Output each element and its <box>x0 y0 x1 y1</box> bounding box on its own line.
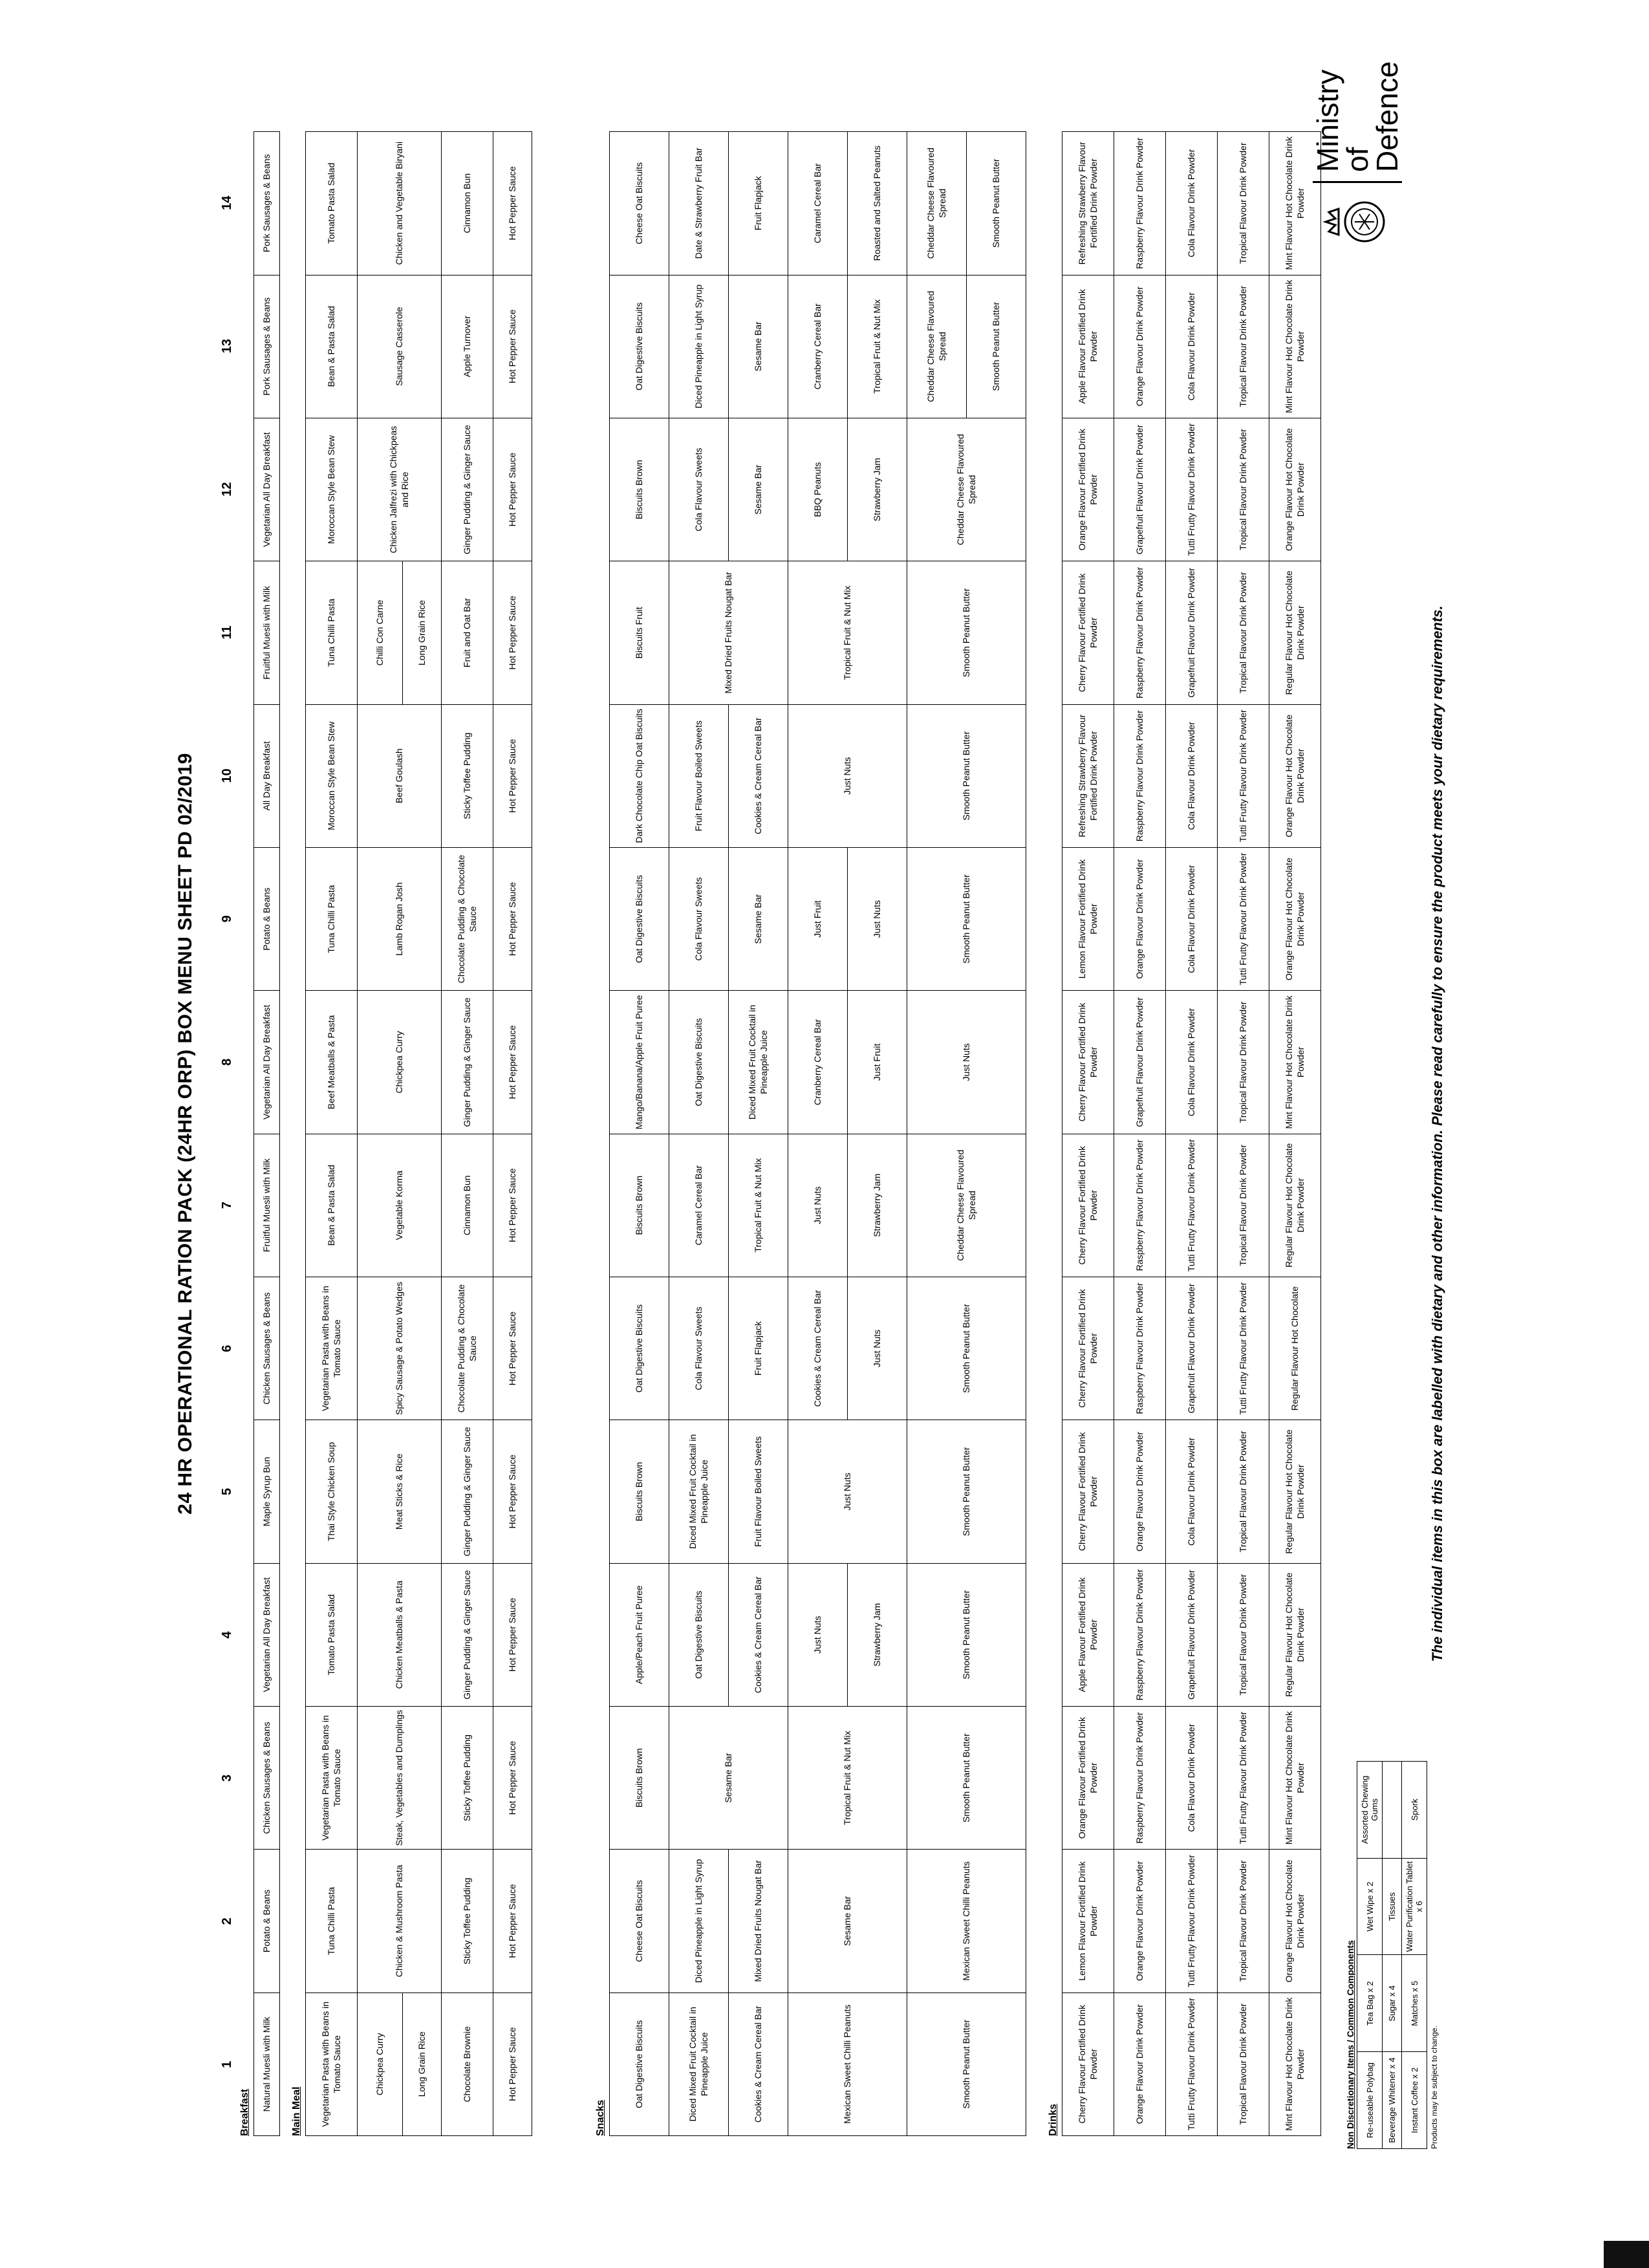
drink-cell: Orange Flavour Fortified Drink Powder <box>1062 1706 1114 1849</box>
scan-edge-mark <box>1604 2241 1649 2268</box>
snack-cell: Just Nuts <box>788 704 907 847</box>
main-meal-cell: Hot Pepper Sauce <box>493 991 532 1134</box>
mod-logo <box>1306 61 1500 261</box>
non-discretionary-cell: Re-useable Polybag <box>1357 2052 1383 2149</box>
snack-cell: Tropical Fruit & Nut Mix <box>788 1706 907 1849</box>
main-meal-cell: Long Grain Rice <box>403 561 442 704</box>
drink-cell: Regular Flavour Hot Chocolate Drink Powder <box>1269 561 1321 704</box>
drink-cell: Cola Flavour Drink Powder <box>1166 1420 1218 1563</box>
drink-cell: Grapefruit Flavour Drink Powder <box>1114 418 1166 561</box>
drink-cell: Grapefruit Flavour Drink Powder <box>1114 991 1166 1134</box>
drink-cell: Regular Flavour Hot Chocolate <box>1269 1277 1321 1420</box>
main-meal-cell: Chocolate Pudding & Chocolate Sauce <box>442 1277 493 1420</box>
main-meal-cell: Ginger Pudding & Ginger Sauce <box>442 418 493 561</box>
drink-cell: Grapefruit Flavour Drink Powder <box>1166 1277 1218 1420</box>
breakfast-cell: Vegetarian All Day Breakfast <box>254 991 280 1134</box>
non-discretionary-cell: Spork <box>1402 1762 1427 1859</box>
drink-cell: Tropical Flavour Drink Powder <box>1218 561 1269 704</box>
non-discretionary-block <box>1345 1761 1439 2149</box>
day-number: 5 <box>220 1488 234 1496</box>
drink-cell: Tropical Flavour Drink Powder <box>1218 991 1269 1134</box>
main-meal-cell: Hot Pepper Sauce <box>493 1850 532 1993</box>
snack-cell: Just Nuts <box>848 847 907 990</box>
snack-cell: Diced Pineapple in Light Syrup <box>669 1850 729 1993</box>
non-discretionary-row <box>1357 1762 1383 2149</box>
snack-cell: Diced Mixed Fruit Cocktail in Pineapple Juice <box>669 1993 729 2135</box>
snack-cell: Just Nuts <box>907 991 1026 1134</box>
snack-cell: Mexican Sweet Chilli Peanuts <box>788 1993 907 2135</box>
drink-cell: Tutti Frutty Flavour Drink Powder <box>1166 1850 1218 1993</box>
main-meal-cell: Ginger Pudding & Ginger Sauce <box>442 1563 493 1706</box>
main-meal-cell: Steak, Vegetables and Dumplings <box>358 1706 442 1849</box>
snack-cell: Strawberry Jam <box>848 1134 907 1277</box>
snack-cell: Dark Chocolate Chip Oat Biscuits <box>610 704 669 847</box>
drink-cell: Tropical Flavour Drink Powder <box>1218 1134 1269 1277</box>
snack-cell: Cheese Oat Biscuits <box>610 132 669 275</box>
snack-cell: Smooth Peanut Butter <box>907 1277 1026 1420</box>
snack-cell: Roasted and Salted Peanuts <box>848 132 907 275</box>
main-meal-cell: Thai Style Chicken Soup <box>306 1420 358 1563</box>
snack-cell: Smooth Peanut Butter <box>907 1420 1026 1563</box>
snack-cell: Cheddar Cheese Flavoured Spread <box>907 132 967 275</box>
drink-cell: Refreshing Strawberry Flavour Fortified Drink Powder <box>1062 132 1114 275</box>
drink-cell: Tutti Frutty Flavour Drink Powder <box>1218 847 1269 990</box>
drink-cell: Orange Flavour Hot Chocolate Drink Powder <box>1269 847 1321 990</box>
drink-cell: Cherry Flavour Fortified Drink Powder <box>1062 1134 1114 1277</box>
main-meal-cell: Vegetarian Pasta with Beans in Tomato Sauce <box>306 1993 358 2135</box>
day-number: 4 <box>220 1631 234 1639</box>
drink-cell: Cola Flavour Drink Powder <box>1166 132 1218 275</box>
drink-cell: Cherry Flavour Fortified Drink Powder <box>1062 1993 1114 2135</box>
drink-cell: Orange Flavour Hot Chocolate Drink Powder <box>1269 704 1321 847</box>
snack-cell: Cookies & Cream Cereal Bar <box>729 1993 788 2135</box>
snack-cell: Oat Digestive Biscuits <box>610 847 669 990</box>
main-meal-cell: Chicken and Vegetable Biryani <box>358 132 442 275</box>
day-number: 1 <box>220 2060 234 2068</box>
drink-cell: Cherry Flavour Fortified Drink Powder <box>1062 1420 1114 1563</box>
drink-cell: Raspberry Flavour Drink Powder <box>1114 1134 1166 1277</box>
main-meal-cell: Ginger Pudding & Ginger Sauce <box>442 1420 493 1563</box>
drink-cell: Cherry Flavour Fortified Drink Powder <box>1062 1277 1114 1420</box>
drink-cell: Tutti Frutty Flavour Drink Powder <box>1166 1993 1218 2135</box>
snack-cell: Cola Flavour Sweets <box>669 418 729 561</box>
snack-cell: Fruit Flavour Boiled Sweets <box>669 704 729 847</box>
main-meal-cell: Lamb Rogan Josh <box>358 847 442 990</box>
breakfast-cell: Potato & Beans <box>254 847 280 990</box>
main-meal-cell: Hot Pepper Sauce <box>493 132 532 275</box>
snack-cell: Smooth Peanut Butter <box>907 1993 1026 2135</box>
non-discretionary-table <box>1357 1761 1427 2149</box>
royal-crest-icon <box>1319 189 1390 254</box>
main-meal-cell: Tomato Pasta Salad <box>306 132 358 275</box>
main-meal-cell: Hot Pepper Sauce <box>493 1420 532 1563</box>
main-meal-cell: Hot Pepper Sauce <box>493 561 532 704</box>
main-meal-cell: Ginger Pudding & Ginger Sauce <box>442 991 493 1134</box>
snack-cell: Oat Digestive Biscuits <box>610 1993 669 2135</box>
drink-cell: Raspberry Flavour Drink Powder <box>1114 561 1166 704</box>
main-meal-cell: Hot Pepper Sauce <box>493 1706 532 1849</box>
drink-cell: Tropical Flavour Drink Powder <box>1218 132 1269 275</box>
snack-cell: Oat Digestive Biscuits <box>610 275 669 418</box>
main-meal-cell: Long Grain Rice <box>403 1993 442 2135</box>
snack-cell: Cookies & Cream Cereal Bar <box>729 704 788 847</box>
non-discretionary-heading: Non Discretionary Items / Common Components <box>1345 1940 1355 2149</box>
day-number: 9 <box>220 915 234 923</box>
snack-cell: Smooth Peanut Butter <box>907 1563 1026 1706</box>
main-meal-cell: Beef Meatballs & Pasta <box>306 991 358 1134</box>
drink-cell: Tropical Flavour Drink Powder <box>1218 1563 1269 1706</box>
snack-cell: Cola Flavour Sweets <box>669 847 729 990</box>
snack-cell: Diced Pineapple in Light Syrup <box>669 275 729 418</box>
main-meal-cell: Cinnamon Bun <box>442 1134 493 1277</box>
snack-cell: Cheddar Cheese Flavoured Spread <box>907 418 1026 561</box>
non-discretionary-cell: Beverage Whitener x 4 <box>1383 2052 1402 2149</box>
main-row-main <box>358 132 403 2136</box>
main-meal-cell: Hot Pepper Sauce <box>493 1277 532 1420</box>
drink-cell: Cola Flavour Drink Powder <box>1166 1706 1218 1849</box>
main-meal-cell: Chicken & Mushroom Pasta <box>358 1850 442 1993</box>
snack-cell: Caramel Cereal Bar <box>788 132 848 275</box>
page-title: 24 HR OPERATIONAL RATION PACK (24HR ORP) BOX MENU SHEET PD 02/2019 <box>175 753 196 1515</box>
change-note: Products may be subject to change. <box>1430 2025 1439 2149</box>
snacks-table <box>609 131 1026 2136</box>
non-discretionary-cell <box>1383 1762 1402 1859</box>
drinks-label: Drinks <box>1048 2104 1059 2136</box>
snack-cell: Biscuits Brown <box>610 1134 669 1277</box>
drink-cell: Lemon Flavour Fortified Drink Powder <box>1062 1850 1114 1993</box>
drink-cell: Tutti Frutty Flavour Drink Powder <box>1218 1706 1269 1849</box>
main-meal-cell: Chickpea Curry <box>358 1993 403 2135</box>
snack-cell: Mango/Banana/Apple Fruit Puree <box>610 991 669 1134</box>
main-meal-cell: Bean & Pasta Salad <box>306 1134 358 1277</box>
snack-cell: Mixed Dried Fruits Nougat Bar <box>669 561 788 704</box>
main-row-dessert <box>442 132 493 2136</box>
logo-text <box>1313 61 1402 183</box>
breakfast-cell: Vegetarian All Day Breakfast <box>254 1563 280 1706</box>
day-number: 2 <box>220 1917 234 1925</box>
snack-cell: Sesame Bar <box>788 1850 907 1993</box>
drink-cell: Cola Flavour Drink Powder <box>1166 847 1218 990</box>
snack-cell: Fruit Flapjack <box>729 1277 788 1420</box>
main-meal-cell: Tuna Chilli Pasta <box>306 847 358 990</box>
drink-cell: Tutti Frutty Flavour Drink Powder <box>1218 1277 1269 1420</box>
drink-cell: Orange Flavour Drink Powder <box>1114 1850 1166 1993</box>
drink-cell: Cola Flavour Drink Powder <box>1166 704 1218 847</box>
snack-cell: Smooth Peanut Butter <box>907 1706 1026 1849</box>
snack-cell: BBQ Peanuts <box>788 418 848 561</box>
snack-cell: Smooth Peanut Butter <box>967 275 1026 418</box>
snack-cell: Apple/Peach Fruit Puree <box>610 1563 669 1706</box>
drink-cell: Raspberry Flavour Drink Powder <box>1114 1563 1166 1706</box>
main-meal-label: Main Meal <box>291 2086 302 2136</box>
drink-cell: Orange Flavour Drink Powder <box>1114 847 1166 990</box>
breakfast-cell: Chicken Sausages & Beans <box>254 1706 280 1849</box>
snack-cell: Oat Digestive Biscuits <box>610 1277 669 1420</box>
main-meal-cell: Tuna Chilli Pasta <box>306 561 358 704</box>
snack-cell: Biscuits Brown <box>610 1706 669 1849</box>
main-meal-cell: Sausage Casserole <box>358 275 442 418</box>
snack-cell: Smooth Peanut Butter <box>907 704 1026 847</box>
snack-cell: Diced Mixed Fruit Cocktail in Pineapple Juice <box>669 1420 729 1563</box>
breakfast-row <box>254 132 280 2136</box>
day-number: 11 <box>220 625 234 640</box>
snack-cell: Biscuits Brown <box>610 418 669 561</box>
drink-row <box>1114 132 1166 2136</box>
snack-cell: Smooth Peanut Butter <box>967 132 1026 275</box>
breakfast-cell: Natural Muesli with Milk <box>254 1993 280 2135</box>
breakfast-cell: Fruitful Muesli with Milk <box>254 561 280 704</box>
day-number: 12 <box>220 482 234 497</box>
non-discretionary-cell: Wet Wipe x 2 <box>1357 1858 1383 1955</box>
breakfast-cell: All Day Breakfast <box>254 704 280 847</box>
drink-cell: Mint Flavour Hot Chocolate Drink Powder <box>1269 991 1321 1134</box>
snack-row <box>669 132 729 2136</box>
drink-cell: Mint Flavour Hot Chocolate Drink Powder <box>1269 275 1321 418</box>
drink-cell: Orange Flavour Drink Powder <box>1114 1420 1166 1563</box>
main-meal-cell: Spicy Sausage & Potato Wedges <box>358 1277 442 1420</box>
main-meal-cell: Hot Pepper Sauce <box>493 1563 532 1706</box>
snack-cell: Oat Digestive Biscuits <box>669 1563 729 1706</box>
snack-cell: Cheese Oat Biscuits <box>610 1850 669 1993</box>
breakfast-cell: Vegetarian All Day Breakfast <box>254 418 280 561</box>
logo-line-2: of Defence <box>1341 61 1404 172</box>
day-number: 13 <box>220 339 234 354</box>
snack-cell: Tropical Fruit & Nut Mix <box>788 561 907 704</box>
drink-cell: Mint Flavour Hot Chocolate Drink Powder <box>1269 1993 1321 2135</box>
drink-cell: Raspberry Flavour Drink Powder <box>1114 1277 1166 1420</box>
drink-cell: Refreshing Strawberry Flavour Fortified Drink Powder <box>1062 704 1114 847</box>
snack-cell: Cookies & Cream Cereal Bar <box>729 1563 788 1706</box>
logo-line-1: Ministry <box>1311 69 1344 172</box>
main-meal-cell: Sticky Toffee Pudding <box>442 1850 493 1993</box>
main-meal-cell: Sticky Toffee Pudding <box>442 1706 493 1849</box>
snack-cell: Cranberry Cereal Bar <box>788 991 848 1134</box>
menu-sheet <box>97 34 1552 2233</box>
drink-cell: Regular Flavour Hot Chocolate Drink Powder <box>1269 1563 1321 1706</box>
non-discretionary-row <box>1402 1762 1427 2149</box>
snack-cell: Sesame Bar <box>729 275 788 418</box>
snack-cell: Tropical Fruit & Nut Mix <box>729 1134 788 1277</box>
drink-cell: Tropical Flavour Drink Powder <box>1218 418 1269 561</box>
snack-cell: Fruit Flavour Boiled Sweets <box>729 1420 788 1563</box>
snack-cell: Fruit Flapjack <box>729 132 788 275</box>
main-meal-cell: Beef Goulash <box>358 704 442 847</box>
main-meal-cell: Chocolate Pudding & Chocolate Sauce <box>442 847 493 990</box>
day-number: 8 <box>220 1058 234 1066</box>
drink-cell: Mint Flavour Hot Chocolate Drink Powder <box>1269 132 1321 275</box>
breakfast-cell: Pork Sausages & Beans <box>254 132 280 275</box>
day-number: 10 <box>220 768 234 783</box>
drinks-table <box>1062 131 1321 2136</box>
drink-cell: Tutti Frutty Flavour Drink Powder <box>1166 1134 1218 1277</box>
snack-cell: Smooth Peanut Butter <box>907 847 1026 990</box>
drink-cell: Raspberry Flavour Drink Powder <box>1114 704 1166 847</box>
main-meal-cell: Chilli Con Carne <box>358 561 403 704</box>
main-meal-cell: Vegetarian Pasta with Beans in Tomato Sauce <box>306 1706 358 1849</box>
drink-cell: Cola Flavour Drink Powder <box>1166 275 1218 418</box>
main-row-starter <box>306 132 358 2136</box>
snack-cell: Just Nuts <box>788 1420 907 1563</box>
snack-cell: Cookies & Cream Cereal Bar <box>788 1277 848 1420</box>
main-meal-cell: Bean & Pasta Salad <box>306 275 358 418</box>
drink-row <box>1062 132 1114 2136</box>
snack-cell: Diced Mixed Fruit Cocktail in Pineapple Juice <box>729 991 788 1134</box>
drink-cell: Lemon Flavour Fortified Drink Powder <box>1062 847 1114 990</box>
snack-cell: Tropical Fruit & Nut Mix <box>848 275 907 418</box>
drink-cell: Regular Flavour Hot Chocolate Drink Powder <box>1269 1134 1321 1277</box>
drink-cell: Orange Flavour Drink Powder <box>1114 275 1166 418</box>
main-meal-cell: Chocolate Brownie <box>442 1993 493 2135</box>
main-meal-table <box>305 131 532 2136</box>
day-number: 6 <box>220 1345 234 1352</box>
snack-row <box>610 132 669 2136</box>
drink-cell: Orange Flavour Hot Chocolate Drink Powder <box>1269 1850 1321 1993</box>
drink-cell: Mint Flavour Hot Chocolate Drink Powder <box>1269 1706 1321 1849</box>
non-discretionary-cell: Sugar x 4 <box>1383 1955 1402 2052</box>
main-meal-cell: Hot Pepper Sauce <box>493 275 532 418</box>
non-discretionary-cell: Assorted Chewing Gums <box>1357 1762 1383 1859</box>
main-meal-cell: Hot Pepper Sauce <box>493 847 532 990</box>
non-discretionary-cell: Instant Coffee x 2 <box>1402 2052 1427 2149</box>
snack-cell: Sesame Bar <box>669 1706 788 1849</box>
snack-cell: Cheddar Cheese Flavoured Spread <box>907 275 967 418</box>
drink-cell: Tropical Flavour Drink Powder <box>1218 275 1269 418</box>
drink-cell: Cherry Flavour Fortified Drink Powder <box>1062 991 1114 1134</box>
breakfast-cell: Chicken Sausages & Beans <box>254 1277 280 1420</box>
main-meal-cell: Moroccan Style Bean Stew <box>306 418 358 561</box>
snack-cell: Sesame Bar <box>729 847 788 990</box>
breakfast-label: Breakfast <box>239 2089 250 2136</box>
non-discretionary-cell: Water Purification Tablet x 6 <box>1402 1858 1427 1955</box>
drink-cell: Cherry Flavour Fortified Drink Powder <box>1062 561 1114 704</box>
drink-cell: Grapefruit Flavour Drink Powder <box>1166 561 1218 704</box>
main-meal-cell: Vegetable Korma <box>358 1134 442 1277</box>
snack-cell: Smooth Peanut Butter <box>907 561 1026 704</box>
snack-cell: Just Nuts <box>848 1277 907 1420</box>
snack-cell: Mixed Dried Fruits Nougat Bar <box>729 1850 788 1993</box>
snack-cell: Sesame Bar <box>729 418 788 561</box>
drink-cell: Orange Flavour Fortified Drink Powder <box>1062 418 1114 561</box>
main-meal-cell: Moroccan Style Bean Stew <box>306 704 358 847</box>
main-meal-cell: Chickpea Curry <box>358 991 442 1134</box>
drink-cell: Grapefruit Flavour Drink Powder <box>1166 1563 1218 1706</box>
dietary-disclaimer: The individual items in this box are labelled with dietary and other information. Please read carefully to ensure the product meets your dietary requirements. <box>1429 605 1445 1662</box>
drink-cell: Apple Flavour Fortified Drink Powder <box>1062 275 1114 418</box>
drink-cell: Orange Flavour Drink Powder <box>1114 1993 1166 2135</box>
drink-cell: Tropical Flavour Drink Powder <box>1218 1850 1269 1993</box>
non-discretionary-cell: Matches x 5 <box>1402 1955 1427 2052</box>
drink-cell: Orange Flavour Hot Chocolate Drink Powder <box>1269 418 1321 561</box>
snack-cell: Just Nuts <box>788 1563 848 1706</box>
day-number: 3 <box>220 1774 234 1782</box>
drink-row <box>1218 132 1269 2136</box>
main-meal-cell: Chicken Jalfrezi with Chickpeas and Rice <box>358 418 442 561</box>
day-number: 14 <box>220 195 234 210</box>
breakfast-cell: Fruitful Muesli with Milk <box>254 1134 280 1277</box>
drink-cell: Apple Flavour Fortified Drink Powder <box>1062 1563 1114 1706</box>
drink-cell: Tropical Flavour Drink Powder <box>1218 1993 1269 2135</box>
drink-cell: Raspberry Flavour Drink Powder <box>1114 1706 1166 1849</box>
snack-cell: Caramel Cereal Bar <box>669 1134 729 1277</box>
snack-cell: Biscuits Fruit <box>610 561 669 704</box>
main-meal-cell: Hot Pepper Sauce <box>493 418 532 561</box>
drink-cell: Tutti Frutty Flavour Drink Powder <box>1218 704 1269 847</box>
main-meal-cell: Tuna Chilli Pasta <box>306 1850 358 1993</box>
breakfast-cell: Maple Syrup Bun <box>254 1420 280 1563</box>
drink-cell: Raspberry Flavour Drink Powder <box>1114 132 1166 275</box>
snacks-label: Snacks <box>595 2099 606 2136</box>
drink-cell: Regular Flavour Hot Chocolate Drink Powder <box>1269 1420 1321 1563</box>
main-meal-cell: Hot Pepper Sauce <box>493 1134 532 1277</box>
day-number-row <box>220 131 239 2136</box>
snack-row <box>907 132 967 2136</box>
main-meal-cell: Chicken Meatballs & Pasta <box>358 1563 442 1706</box>
main-meal-cell: Hot Pepper Sauce <box>493 704 532 847</box>
snack-cell: Strawberry Jam <box>848 418 907 561</box>
main-meal-cell: Fruit and Oat Bar <box>442 561 493 704</box>
drink-cell: Tutti Frutty Flavour Drink Powder <box>1166 418 1218 561</box>
snack-row <box>788 132 848 2136</box>
non-discretionary-cell: Tea Bag x 2 <box>1357 1955 1383 2052</box>
breakfast-cell: Potato & Beans <box>254 1850 280 1993</box>
snack-cell: Strawberry Jam <box>848 1563 907 1706</box>
main-meal-cell: Meat Sticks & Rice <box>358 1420 442 1563</box>
main-meal-cell: Hot Pepper Sauce <box>493 1993 532 2135</box>
snack-cell: Cola Flavour Sweets <box>669 1277 729 1420</box>
main-row-sauce <box>493 132 532 2136</box>
snack-cell: Biscuits Brown <box>610 1420 669 1563</box>
snack-cell: Date & Strawberry Fruit Bar <box>669 132 729 275</box>
snack-cell: Oat Digestive Biscuits <box>669 991 729 1134</box>
snack-cell: Just Fruit <box>848 991 907 1134</box>
main-meal-cell: Cinnamon Bun <box>442 132 493 275</box>
snack-cell: Cheddar Cheese Flavoured Spread <box>907 1134 1026 1277</box>
snack-cell: Just Fruit <box>788 847 848 990</box>
main-meal-cell: Sticky Toffee Pudding <box>442 704 493 847</box>
drink-cell: Tropical Flavour Drink Powder <box>1218 1420 1269 1563</box>
drink-row <box>1166 132 1218 2136</box>
main-meal-cell: Apple Turnover <box>442 275 493 418</box>
snack-cell: Mexican Sweet Chilli Peanuts <box>907 1850 1026 1993</box>
breakfast-table <box>253 131 280 2136</box>
snack-cell: Just Nuts <box>788 1134 848 1277</box>
drink-row <box>1269 132 1321 2136</box>
snack-cell: Cranberry Cereal Bar <box>788 275 848 418</box>
non-discretionary-row <box>1383 1762 1402 2149</box>
main-meal-cell: Vegetarian Pasta with Beans in Tomato Sauce <box>306 1277 358 1420</box>
main-meal-cell: Tomato Pasta Salad <box>306 1563 358 1706</box>
day-number: 7 <box>220 1202 234 1209</box>
drink-cell: Cola Flavour Drink Powder <box>1166 991 1218 1134</box>
non-discretionary-cell: Tissues <box>1383 1858 1402 1955</box>
breakfast-cell: Pork Sausages & Beans <box>254 275 280 418</box>
